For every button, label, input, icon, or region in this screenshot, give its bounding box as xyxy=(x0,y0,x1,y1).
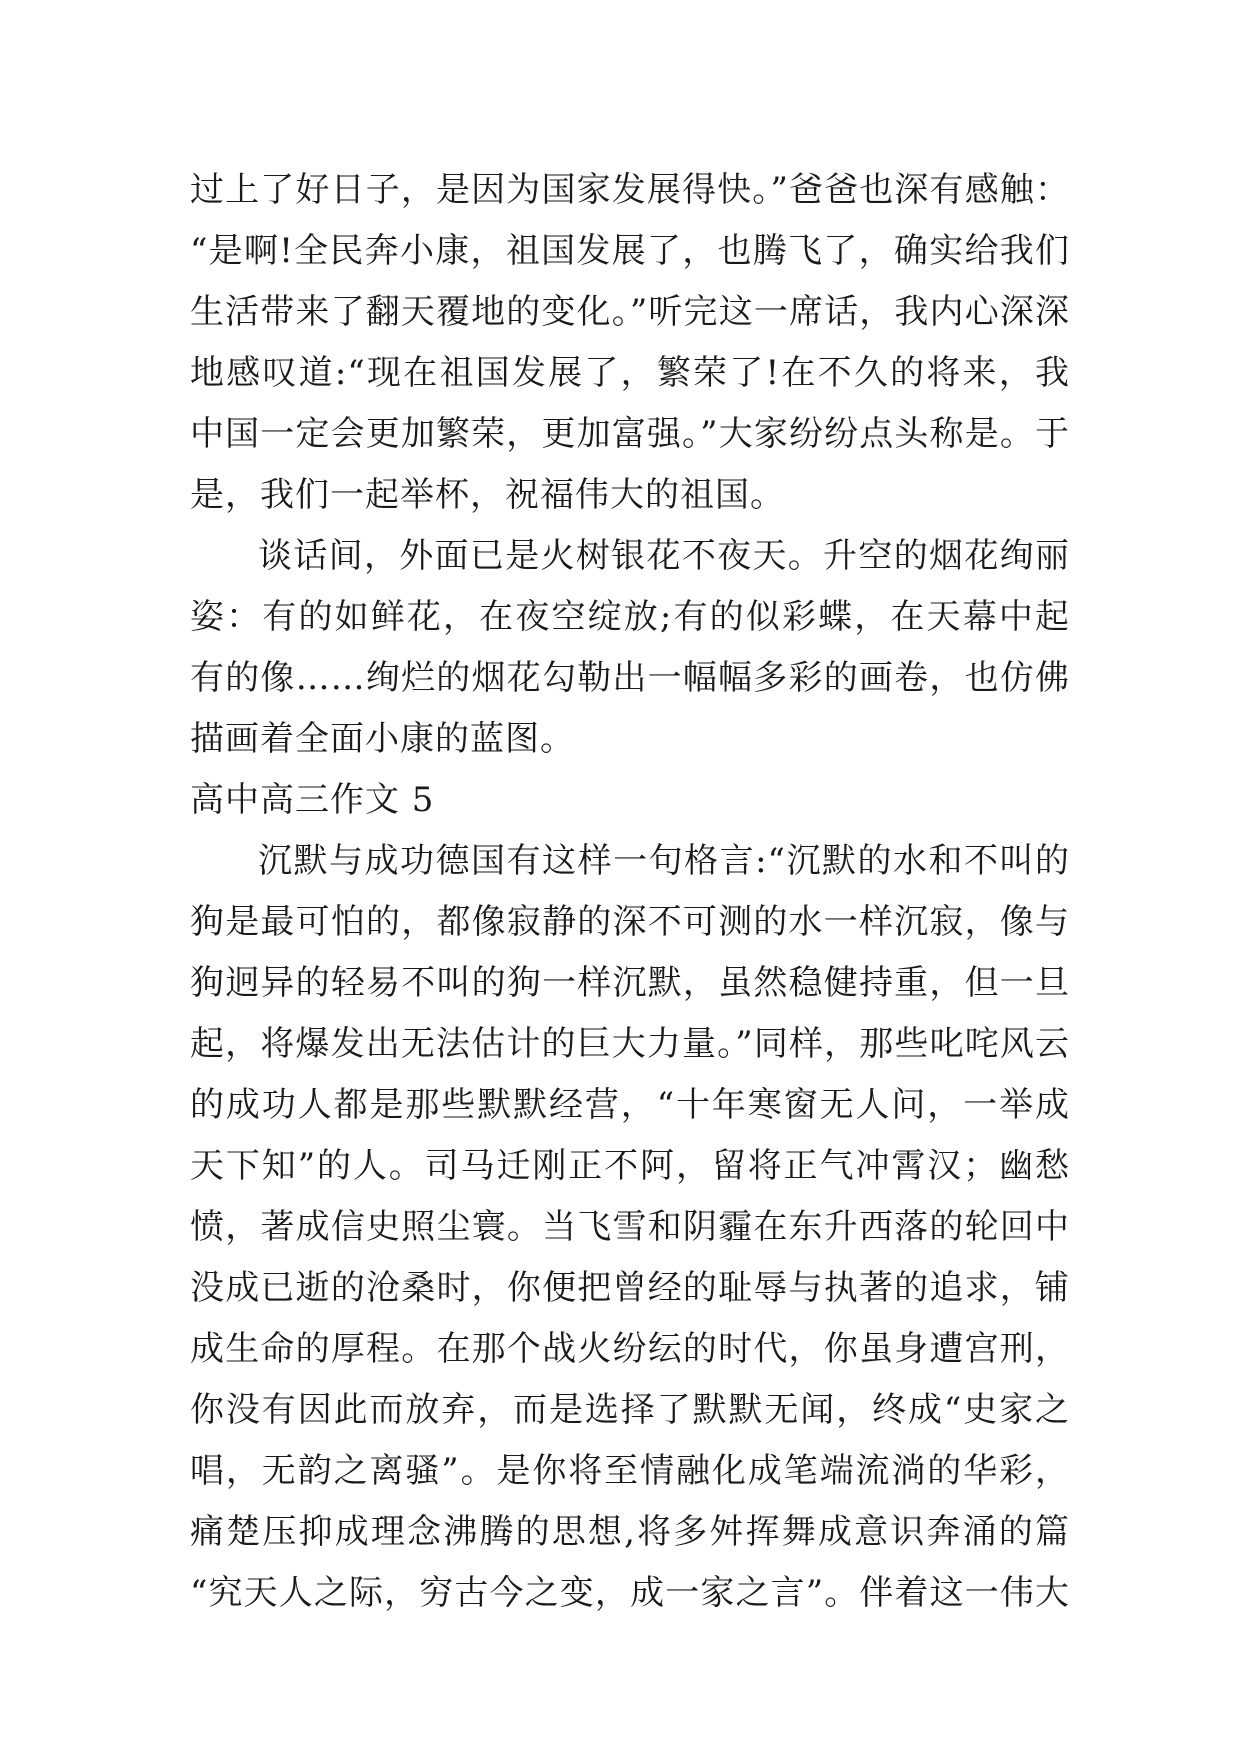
paragraph-3-line-9: 成生命的厚程。在那个战火纷纭的时代，你虽身遭宫刑， xyxy=(190,1329,1070,1369)
paragraph-3-line-2: 狗是最可怕的，都像寂静的深不可测的水一样沉寂，像与 xyxy=(190,902,1070,942)
paragraph-1-line-4: 地感叹道:“现在祖国发展了，繁荣了!在不久的将来，我 xyxy=(190,353,1070,393)
paragraph-3-line-10: 你没有因此而放弃，而是选择了默默无闻，终成“史家之 xyxy=(190,1390,1070,1430)
paragraph-1-line-1: 过上了好日子，是因为国家发展得快。”爸爸也深有感触： xyxy=(190,170,1070,210)
paragraph-3-line-1: 沉默与成功德国有这样一句格言:“沉默的水和不叫的 xyxy=(258,841,1070,881)
paragraph-1-line-2: “是啊!全民奔小康，祖国发展了，也腾飞了，确实给我们 xyxy=(190,231,1070,271)
paragraph-3-line-4: 起，将爆发出无法估计的巨大力量。”同样，那些叱咤风云 xyxy=(190,1024,1070,1064)
paragraph-2-line-3: 有的像……绚烂的烟花勾勒出一幅幅多彩的画卷，也仿佛 xyxy=(190,658,1070,698)
paragraph-2-line-4: 描画着全面小康的蓝图。 xyxy=(190,719,575,759)
paragraph-3-line-5: 的成功人都是那些默默经营，“十年寒窗无人问，一举成 xyxy=(190,1085,1070,1125)
paragraph-3-line-13: “究天人之际，穷古今之变，成一家之言”。伴着这一伟大 xyxy=(190,1573,1070,1613)
paragraph-3-line-8: 没成已逝的沧桑时，你便把曾经的耻辱与执著的追求，铺 xyxy=(190,1268,1070,1308)
paragraph-3-line-3: 狗迥异的轻易不叫的狗一样沉默，虽然稳健持重，但一旦 xyxy=(190,963,1070,1003)
paragraph-1-line-6: 是，我们一起举杯，祝福伟大的祖国。 xyxy=(190,475,785,515)
paragraph-1-line-5: 中国一定会更加繁荣，更加富强。”大家纷纷点头称是。于 xyxy=(190,414,1070,454)
paragraph-3-line-6: 天下知”的人。司马迁刚正不阿，留将正气冲霄汉；幽愁 xyxy=(190,1146,1070,1186)
paragraph-2-line-2: 姿：有的如鲜花，在夜空绽放;有的似彩蝶，在天幕中起 xyxy=(190,597,1070,637)
section-heading: 高中高三作文 5 xyxy=(190,780,435,820)
paragraph-2-line-1: 谈话间，外面已是火树银花不夜天。升空的烟花绚丽 xyxy=(258,536,1070,576)
paragraph-3-line-11: 唱，无韵之离骚”。是你将至情融化成笔端流淌的华彩， xyxy=(190,1451,1070,1491)
paragraph-1-line-3: 生活带来了翻天覆地的变化。”听完这一席话，我内心深深 xyxy=(190,292,1070,332)
document-body xyxy=(190,160,1070,1624)
paragraph-3-line-12: 痛楚压抑成理念沸腾的思想,将多舛挥舞成意识奔涌的篇 xyxy=(190,1512,1070,1552)
paragraph-3-line-7: 愤，著成信史照尘寰。当飞雪和阴霾在东升西落的轮回中 xyxy=(190,1207,1070,1247)
